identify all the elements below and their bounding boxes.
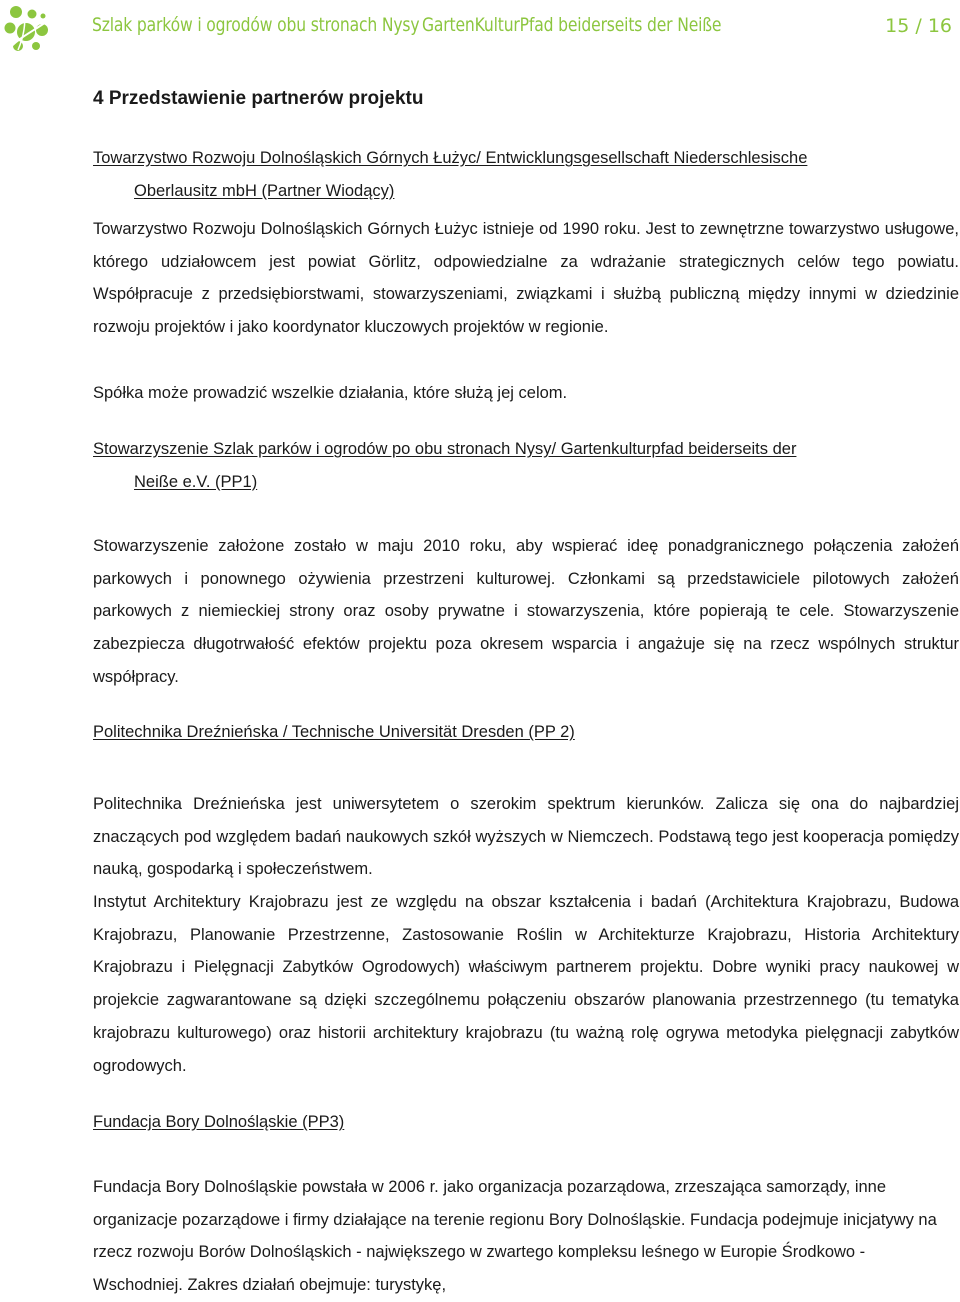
partner-heading-lead	[93, 142, 959, 207]
partner-heading-line: Politechnika Dreźnieńska / Technische Universität Dresden (PP 2)	[93, 723, 575, 741]
header-title-polish: Szlak parków i ogrodów obu stronach Nysy	[92, 14, 420, 36]
partner-heading-line: Oberlausitz mbH (Partner Wiodący)	[134, 181, 395, 200]
partner-paragraph: Instytut Architektury Krajobrazu jest ze względu na obszar kształcenia i badań (Architektura Krajobrazu, Budowa Krajobrazu, Planowanie Przestrzenne, Zastosowanie Roślin w Architekturze Krajobrazu, Historia Architektury Krajobrazu i Pielęgnacji Zabytków Ogrodowych) właściwym partnerem projektu. Dobre wyniki pracy naukowej w projekcie zagwarantowane są dzięki szczególnemu połączeniu obszarów planowania przestrzennego (tu tematyka krajobrazu kulturowego) oraz historii architektury krajobrazu (tu ważną rolę ogrywa metodyka pielęgnacji zabytków ogrodowych.	[93, 893, 959, 1075]
section-heading: 4 Przedstawienie partnerów projektu	[93, 88, 424, 109]
partner-heading-line: Stowarzyszenie Szlak parków i ogrodów po obu stronach Nysy/ Gartenkulturpfad beiderseits der	[93, 440, 797, 458]
partner-paragraph: Stowarzyszenie założone zostało w maju 2010 roku, aby wspierać ideę ponadgranicznego połączenia założeń parkowych i ponownego ożywienia przestrzeni kulturowej. Członkami są przedstawiciele pilotowych założeń parkowych z niemieckiej strony oraz osoby prywatne i stowarzyszenia, które popierają te cele. Stowarzyszenie zabezpiecza długotrwałość efektów projektu poza okresem wsparcia i angażuje się na rzecz wspólnych struktur współpracy.	[93, 537, 959, 686]
partner-paragraph: Politechnika Dreźnieńska jest uniwersytetem o szerokim spektrum kierunków. Zalicza się ona do najbardziej znaczących pod względem badań naukowych szkół wyższych w Niemczech. Podstawą tego jest kooperacja pomiędzy nauką, gospodarką i społeczeństwem.	[93, 795, 959, 879]
partner-heading-pp2	[93, 716, 959, 749]
partner-heading-line: Fundacja Bory Dolnośląskie (PP3)	[93, 1113, 345, 1131]
page-number: 15 / 16	[885, 15, 952, 37]
partner-heading-pp1	[93, 433, 959, 498]
partner-heading-line: Neiße e.V. (PP1)	[134, 472, 258, 491]
partner-paragraph: Fundacja Bory Dolnośląskie powstała w 2006 r. jako organizacja pozarządowa, zrzeszająca samorządy, inne organizacje pozarządowe i firmy działające na terenie regionu Bory Dolnośląskie. Fundacja podejmuje inicjatywy na rzecz rozwoju Borów Dolnośląskich - największego w zwartego kompleksu leśnego w Europie Środkowo - Wschodniej. Zakres działań obejmuje: turystykę,	[93, 1178, 937, 1295]
partner-heading-line: Towarzystwo Rozwoju Dolnośląskich Górnych Łużyc/ Entwicklungsgesellschaft Niederschlesische	[93, 149, 808, 167]
header-title-german: GartenKulturPfad beiderseits der Neiße	[422, 14, 722, 36]
garden-leaf-logo-icon	[2, 2, 50, 54]
page-header	[0, 0, 960, 60]
partner-paragraph: Spółka może prowadzić wszelkie działania, które służą jej celom.	[93, 384, 568, 402]
partner-paragraph: Towarzystwo Rozwoju Dolnośląskich Górnych Łużyc istnieje od 1990 roku. Jest to zewnętrzne towarzystwo usługowe, którego udziałowcem jest powiat Görlitz, odpowiedzialne za wdrażanie strategicznych celów tego powiatu. Współpracuje z przedsiębiorstwami, stowarzyszeniami, związkami i służbą publiczną między innymi w dziedzinie rozwoju projektów i jako koordynator kluczowych projektów w regionie.	[93, 220, 959, 337]
partner-heading-pp3	[93, 1106, 959, 1139]
